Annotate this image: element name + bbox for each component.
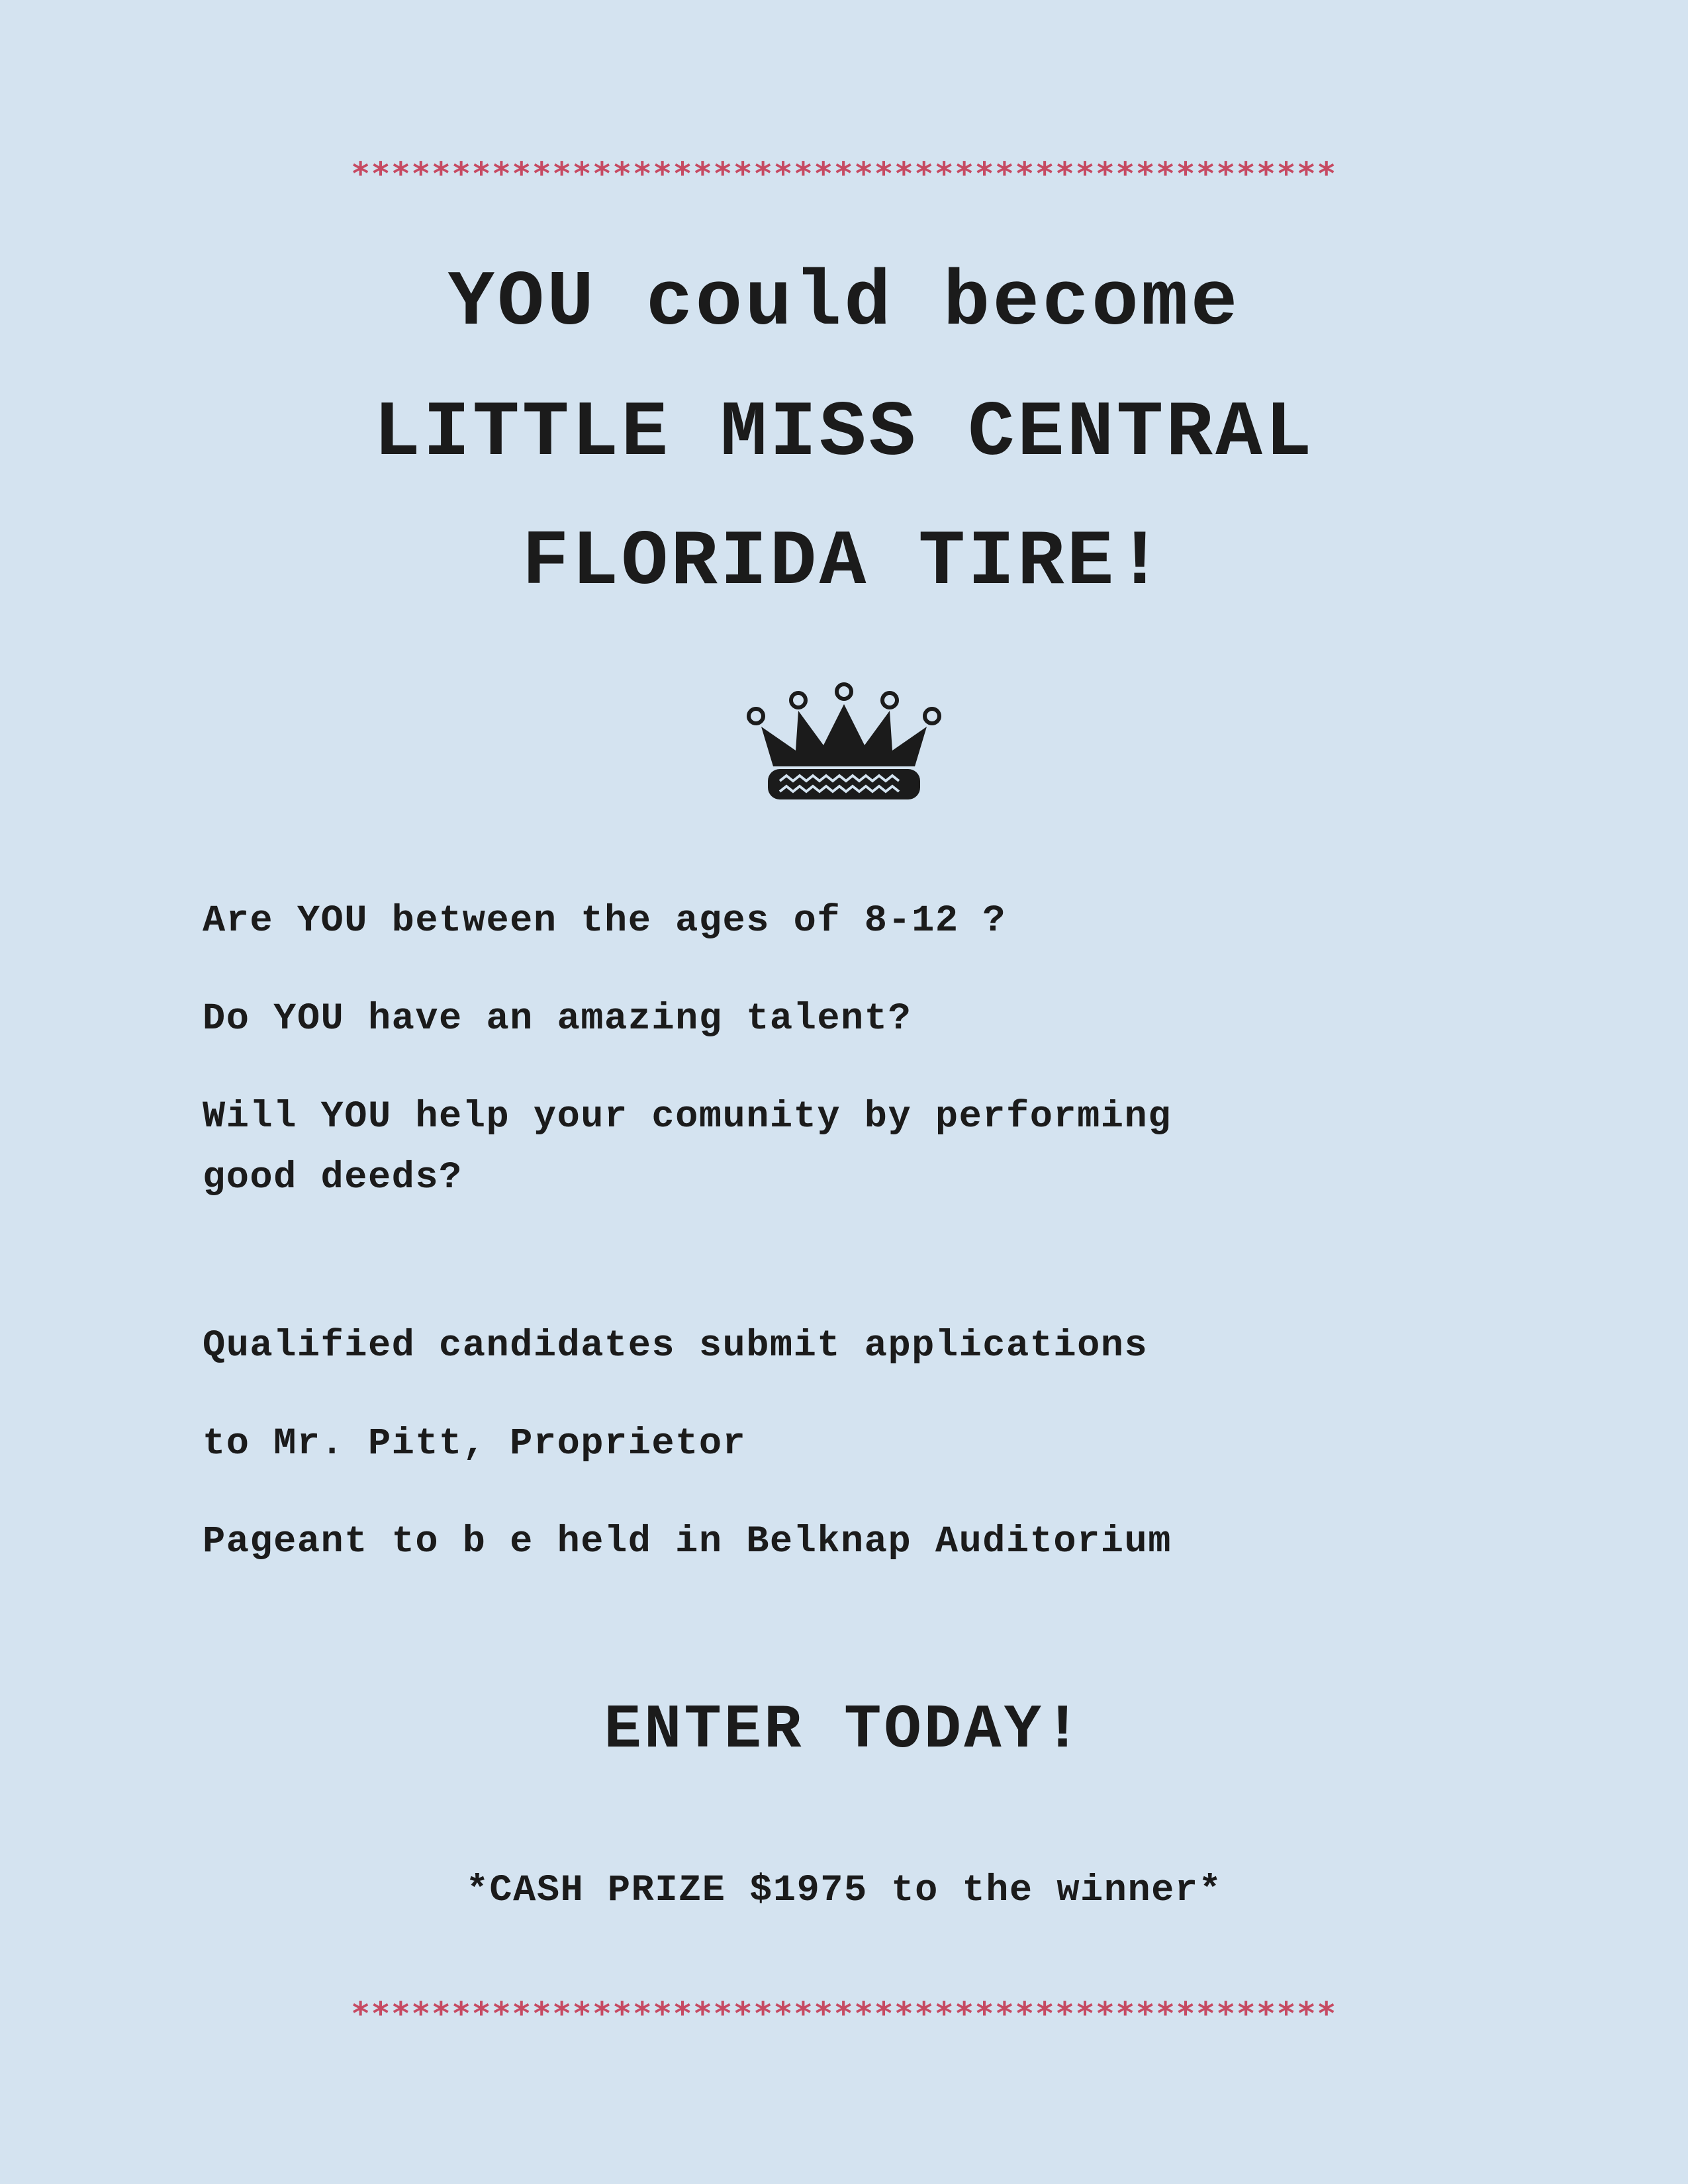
headline-line-1: YOU could become — [447, 259, 1241, 347]
question-community-line-1: Will YOU help your comunity by performing — [203, 1096, 1172, 1138]
headline-line-3: FLORIDA TIRE! — [522, 519, 1166, 607]
star-rule-bottom: ************************************************* — [351, 1997, 1337, 2030]
details-applications: Qualified candidates submit applications — [203, 1325, 1149, 1367]
question-talent: Do YOU have an amazing talent? — [203, 998, 912, 1040]
call-to-action: ENTER TODAY! — [604, 1696, 1084, 1766]
cash-prize-note: *CASH PRIZE $1975 to the winner* — [465, 1870, 1223, 1912]
headline-line-2: LITTLE MISS CENTRAL — [373, 390, 1315, 478]
crown-icon — [741, 682, 947, 807]
details-proprietor: to Mr. Pitt, Proprietor — [203, 1423, 747, 1465]
question-community-line-2: good deeds? — [203, 1157, 463, 1199]
question-age: Are YOU between the ages of 8-12 ? — [203, 900, 1006, 942]
star-rule-top: ************************************************* — [351, 158, 1337, 191]
details-venue: Pageant to b e held in Belknap Auditorium — [203, 1521, 1172, 1563]
